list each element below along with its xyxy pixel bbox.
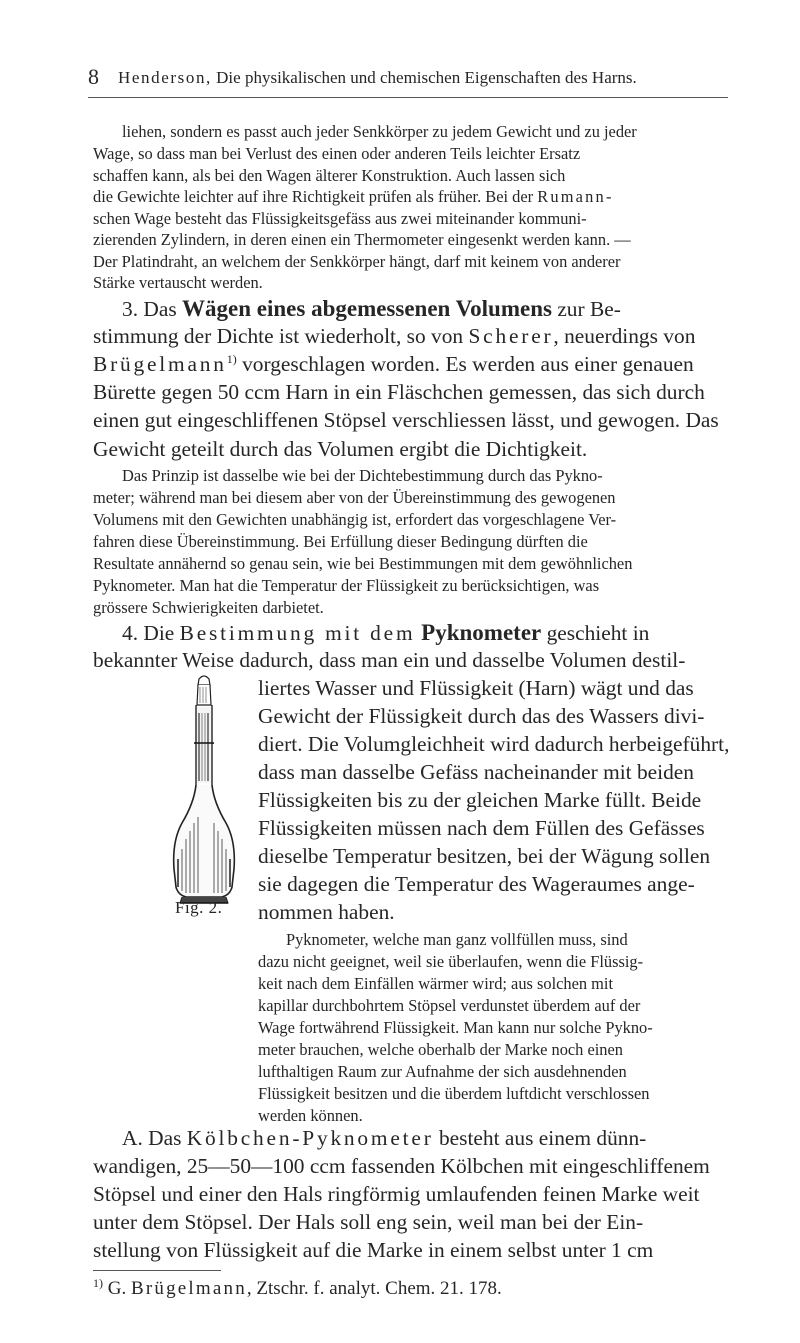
text-run: , neuerdings von <box>553 324 696 348</box>
text-line: nommen haben. <box>258 900 395 924</box>
text-line: Der Platindraht, an welchem der Senkkörper hängt, darf mit keinem von anderer <box>93 252 621 271</box>
text-run: , Ztschr. f. analyt. Chem. 21. 178. <box>246 1278 502 1299</box>
text-line: fahren diese Übereinstimmung. Bei Erfüllung dieser Bedingung dürften die <box>93 532 588 551</box>
text-run: geschieht in <box>541 621 650 645</box>
text-line <box>93 187 614 207</box>
text-line: Pyknometer, welche man ganz vollfüllen muss, sind <box>286 930 628 949</box>
text-line: liehen, sondern es passt auch jeder Senkkörper zu jedem Gewicht und zu jeder <box>122 122 637 141</box>
text-line: lufthaltigen Raum zur Aufnahme der sich ausdehnenden <box>258 1062 627 1081</box>
text-line: stellung von Flüssigkeit auf die Marke in einem selbst unter 1 cm <box>93 1238 654 1262</box>
footnote-marker: 1) <box>93 1276 103 1290</box>
text-line <box>93 324 695 349</box>
header-title: Die physikalischen und chemischen Eigenschaften des Harns. <box>211 68 637 87</box>
footnote-rule <box>93 1270 221 1271</box>
text-run: G. <box>103 1278 131 1299</box>
header-rule <box>88 97 728 98</box>
text-line: dieselbe Temperatur besitzen, bei der Wägung sollen <box>258 844 711 868</box>
text-line: Wage fortwährend Flüssigkeit. Man kann nur solche Pykno- <box>258 1018 653 1037</box>
text-line: bekannter Weise dadurch, dass man ein und dasselbe Volumen destil- <box>93 648 686 672</box>
text-line: unter dem Stöpsel. Der Hals soll eng sein, weil man bei der Ein- <box>93 1210 644 1234</box>
text-run: vorgeschlagen worden. Es werden aus einer genauen <box>236 352 694 376</box>
text-run: die Gewichte leichter auf ihre Richtigkeit prüfen als früher. Bei der <box>93 187 538 206</box>
text-line: grössere Schwierigkeiten darbietet. <box>93 598 324 617</box>
spaced-text: Kölbchen-Pyknometer <box>186 1126 434 1150</box>
figure-caption: Fig. 2. <box>175 898 223 917</box>
section-heading: Wägen eines abgemessenen Volumens <box>182 296 552 321</box>
text-line: Das Prinzip ist dasselbe wie bei der Dichtebestimmung durch das Pykno- <box>122 466 603 485</box>
text-run: besteht aus einem dünn- <box>433 1126 647 1150</box>
section-heading-line <box>122 296 621 322</box>
text-line: Stärke vertauscht werden. <box>93 273 263 292</box>
text-line: dazu nicht geeignet, weil sie überlaufen, wenn die Flüssig- <box>258 952 644 971</box>
text-line: meter brauchen, welche oberhalb der Marke noch einen <box>258 1040 623 1059</box>
text-line: Resultate annähernd so genau sein, wie bei Bestimmungen mit dem gewöhnlichen <box>93 554 633 573</box>
text-line: Volumens mit den Gewichten unabhängig ist, erfordert das vorgeschlagene Ver- <box>93 510 617 529</box>
section-number: 3. Das <box>122 297 183 321</box>
text-run: Wage besteht das Flüssigkeitsgefäss aus zwei miteinander kommuni- <box>130 209 587 228</box>
person-name: Rumann- <box>537 187 614 206</box>
text-line: liertes Wasser und Flüssigkeit (Harn) wägt und das <box>258 676 694 700</box>
text-run: A. Das <box>122 1126 187 1150</box>
text-line: Gewicht der Flüssigkeit durch das des Wassers divi- <box>258 704 705 728</box>
text-line: sie dagegen die Temperatur des Wageraumes ange- <box>258 872 695 896</box>
text-line: Stöpsel und einer den Hals ringförmig umlaufenden feinen Marke weit <box>93 1182 700 1206</box>
text-line: Pyknometer. Man hat die Temperatur der Flüssigkeit zu berücksichtigen, was <box>93 576 600 595</box>
text-run: schen <box>93 209 131 228</box>
text-run: stimmung der Dichte ist wiederholt, so von <box>93 324 469 348</box>
text-line: zierenden Zylindern, in deren einen ein Thermometer eingesenkt werden kann. — <box>93 230 631 249</box>
text-line: schaffen kann, als bei den Wagen älterer Konstruktion. Auch lassen sich <box>93 166 566 185</box>
text-line: wandigen, 25—50—100 ccm fassenden Kölbchen mit eingeschliffenem <box>93 1154 710 1178</box>
text-line: Bürette gegen 50 ccm Harn in ein Fläschchen gemessen, das sich durch <box>93 380 705 404</box>
person-name: Scherer <box>468 324 554 348</box>
text-line: kapillar durchbohrtem Stöpsel verdunstet überdem auf der <box>258 996 641 1015</box>
running-header <box>88 64 728 98</box>
keyword-pyknometer: Pyknometer <box>415 620 542 645</box>
text-run: zur Be- <box>551 297 621 321</box>
text-line: Flüssigkeiten bis zu der gleichen Marke füllt. Beide <box>258 788 702 812</box>
text-line: Flüssigkeiten müssen nach dem Füllen des Gefässes <box>258 816 705 840</box>
text-line: meter; während man bei diesem aber von der Übereinstimmung des gewogenen <box>93 488 616 507</box>
text-line: keit nach dem Einfällen wärmer wird; aus solchen mit <box>258 974 614 993</box>
text-line: Flüssigkeit besitzen und die überdem luftdicht verschlossen <box>258 1084 650 1103</box>
page-number: 8 <box>88 64 99 89</box>
text-line: werden können. <box>258 1106 363 1125</box>
text-line <box>122 1126 646 1151</box>
person-name: Brügelmann <box>130 1278 247 1299</box>
header-author: Henderson, <box>118 68 212 87</box>
text-line <box>93 352 694 377</box>
text-line <box>122 620 649 646</box>
text-line: diert. Die Volumgleichheit wird dadurch herbeigeführt, <box>258 732 730 756</box>
running-title <box>118 66 637 90</box>
text-line <box>93 209 587 229</box>
pyknometer-figure <box>172 673 236 911</box>
text-line: Wage, so dass man bei Verlust des einen oder anderen Teils leichter Ersatz <box>93 144 581 163</box>
person-name: Brügelmann <box>93 352 227 376</box>
footnote <box>93 1276 502 1300</box>
text-line: Gewicht geteilt durch das Volumen ergibt die Dichtigkeit. <box>93 437 588 461</box>
footnote-marker: 1) <box>226 352 237 366</box>
section-number: 4. Die <box>122 621 180 645</box>
text-line: dass man dasselbe Gefäss nacheinander mit beiden <box>258 760 694 784</box>
text-line: einen gut eingeschliffenen Stöpsel verschliessen lässt, und gewogen. Das <box>93 408 719 432</box>
spaced-text: Bestimmung mit dem <box>179 621 416 645</box>
